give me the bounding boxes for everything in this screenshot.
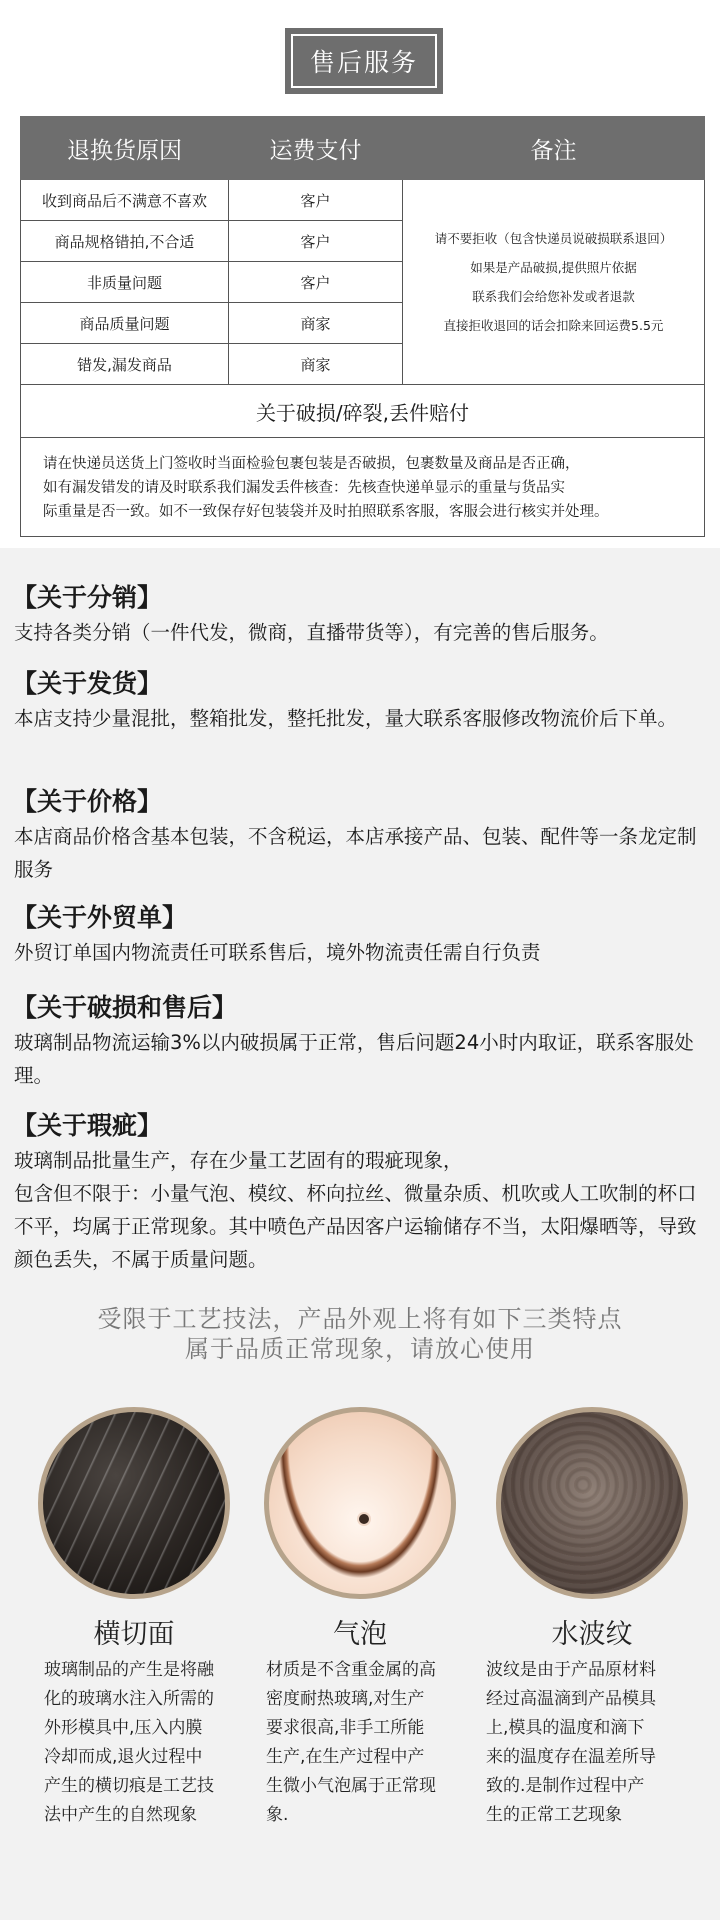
after-sales-section	[0, 0, 720, 548]
column-header-payer: 运费支付	[229, 117, 403, 180]
section-title-price: 【关于价格】	[12, 787, 163, 816]
bubble-dot	[359, 1514, 369, 1524]
page-title: 售后服务	[291, 34, 437, 88]
section-body-price: 本店商品价格含基本包装，不含税运，本店承接产品、包装、配件等一条龙定制服务	[14, 825, 697, 881]
section-body-shipping: 本店支持少量混批，整箱批发，整托批发，量大联系客服修改物流价后下单。	[14, 707, 678, 730]
column-header-note: 备注	[403, 117, 705, 180]
features-intro-line2: 属于品质正常现象，请放心使用	[185, 1335, 535, 1363]
damage-body	[21, 438, 705, 537]
reason-cell: 非质量问题	[21, 262, 229, 303]
page-title-box	[285, 28, 443, 94]
payer-cell: 客户	[229, 262, 403, 303]
section-body-distribution: 支持各类分销（一件代发，微商，直播带货等），有完善的售后服务。	[14, 621, 609, 644]
section-title-damage: 【关于破损和售后】	[12, 993, 238, 1022]
reason-cell: 商品规格错拍,不合适	[21, 221, 229, 262]
column-header-reason: 退换货原因	[21, 117, 229, 180]
damage-line: 际重量是否一致。如不一致保存好包装袋并及时拍照联系客服，客服会进行核实并处理。	[43, 504, 609, 520]
note-line: 直接拒收退回的话会扣除来回运费5.5元	[443, 318, 664, 333]
section-title-foreign-trade: 【关于外贸单】	[12, 903, 188, 932]
section-body-damage: 玻璃制品物流运输3%以内破损属于正常，售后问题24小时内取证，联系客服处理。	[14, 1031, 694, 1087]
note-cell	[403, 180, 705, 385]
payer-cell: 商家	[229, 344, 403, 385]
reason-cell: 商品质量问题	[21, 303, 229, 344]
section-body-foreign-trade: 外贸订单国内物流责任可联系售后，境外物流责任需自行负责	[14, 941, 541, 964]
cross-section-image	[38, 1407, 230, 1599]
section-title-shipping: 【关于发货】	[12, 669, 163, 698]
section-body-defects: 玻璃制品批量生产，存在少量工艺固有的瑕疵现象， 包含但不限于：小量气泡、模纹、杯向拉丝、微量杂质、机吹或人工吹制的杯口不平，均属于正常现象。其中喷色产品因客户运输储存不当，太阳爆晒等，导致颜色丢失，不属于质量问题。	[14, 1149, 697, 1271]
damage-title: 关于破损/碎裂,丢件赔付	[21, 385, 705, 438]
feature-title-water-ripple: 水波纹	[551, 1619, 633, 1650]
return-policy-table	[20, 116, 705, 537]
note-line: 请不要拒收（包含快递员说破损联系退回）	[434, 231, 673, 246]
payer-cell: 客户	[229, 180, 403, 221]
payer-cell: 商家	[229, 303, 403, 344]
feature-text-bubble: 材质是不含重金属的高密度耐热玻璃,对生产要求很高,非手工所能生产,在生产过程中产生微小气泡属于正常现象.	[266, 1660, 436, 1825]
table-header-row	[21, 117, 705, 180]
feature-text-water-ripple: 波纹是由于产品原材料经过高温滴到产品模具上,模具的温度和滴下来的温度存在温差所导致的.是制作过程中产生的正常工艺现象	[486, 1660, 656, 1825]
features-intro-line1: 受限于工艺技法，产品外观上将有如下三类特点	[97, 1305, 623, 1333]
feature-title-cross-section: 横切面	[93, 1619, 175, 1650]
damage-body-row	[21, 438, 705, 537]
section-title-defects: 【关于瑕疵】	[12, 1111, 163, 1140]
note-line: 如果是产品破损,提供照片依据	[470, 260, 637, 275]
damage-line: 如有漏发错发的请及时联系我们漏发丢件核查：先核查快递单显示的重量与货品实	[43, 480, 565, 496]
damage-title-row	[21, 385, 705, 438]
payer-cell: 客户	[229, 221, 403, 262]
reason-cell: 收到商品后不满意不喜欢	[21, 180, 229, 221]
bubble-image	[264, 1407, 456, 1599]
feature-text-cross-section: 玻璃制品的产生是将融化的玻璃水注入所需的外形模具中,压入内膜冷却而成,退火过程中产生的横切痕是工艺技法中产生的自然现象	[44, 1660, 214, 1825]
section-title-distribution: 【关于分销】	[12, 583, 163, 612]
reason-cell: 错发,漏发商品	[21, 344, 229, 385]
water-ripple-image	[496, 1407, 688, 1599]
feature-title-bubble: 气泡	[333, 1619, 387, 1650]
damage-line: 请在快递员送货上门签收时当面检验包裹包装是否破损，包裹数量及商品是否正确，	[43, 456, 580, 472]
table-row	[21, 180, 705, 221]
note-line: 联系我们会给您补发或者退款	[472, 289, 635, 304]
